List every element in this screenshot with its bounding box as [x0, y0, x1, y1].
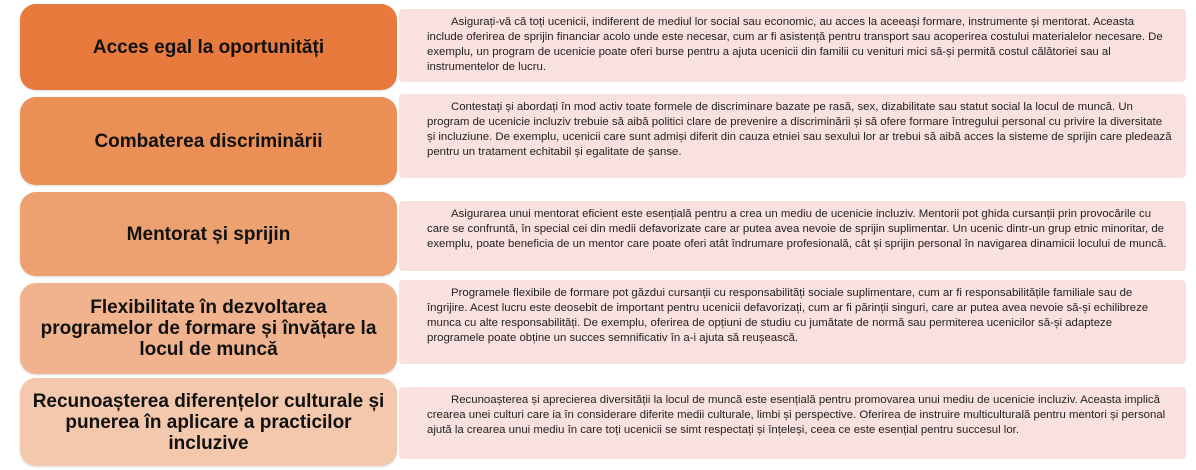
row-3-title: Mentorat și sprijin	[126, 223, 291, 245]
row-3-label	[20, 192, 397, 276]
row-1-title: Acces egal la oportunități	[92, 36, 325, 58]
row-4-text: Programele flexibile de formare pot găzdui cursanții cu responsabilități sociale suplimentare, cum ar fi responsabilitățile familiale sau de îngrijire. Acest lucru este deosebit de important pentru ucenicii defavorizați, cum ar fi părinții singuri, care ar putea avea nevoie să-și echilibreze munca cu alte responsabilități. De exemplu, oferirea de opțiuni de studiu cu jumătate de normă sau permiterea ucenicilor să-și adapteze programele poate obține un succes semnificativ în a-i ajuta să reușească.	[427, 287, 1149, 344]
row-2-description	[399, 94, 1186, 178]
row-5-text: Recunoașterea și aprecierea diversității la locul de muncă este esențială pentru promovarea unui mediu de ucenicie incluziv. Aceasta implică crearea unei culturi care ia în considerare diferite medii culturale, limbi și perspective. Oferirea de instruire multiculturală pentru mentori și personal ajută la crearea unui mediu în care toți ucenicii se simt respectați și înțeleși, ceea ce este esențial pentru succesul lor.	[427, 394, 1166, 436]
row-1-text: Asigurați-vă că toți ucenicii, indiferent de mediul lor social sau economic, au acces la aceeași formare, instrumente și mentorat. Aceasta include oferirea de sprijin financiar acolo unde este necesar, cum ar fi asistență pentru transport sau acoperirea costului materialelor necesare. De exemplu, un program de ucenicie poate oferi burse pentru a ajuta ucenicii din familii cu venituri mici să-și permită costul călătoriei sau al instrumentelor de lucru.	[427, 16, 1163, 73]
row-3-text: Asigurarea unui mentorat eficient este esențială pentru a crea un mediu de ucenicie incluziv. Mentorii pot ghida cursanții prin provocările cu care se confruntă, în special cei din medii defavorizate care ar putea avea nevoie de sprijin suplimentar. Un ucenic dintr-un grup etnic minoritar, de exemplu, poate beneficia de un mentor care poate oferi atât îndrumare profesională, cât și sprijin personal în navigarea dinamicii locului de muncă.	[427, 208, 1167, 250]
row-1-label	[20, 4, 397, 90]
row-3-description	[399, 201, 1186, 271]
row-5-label	[20, 378, 397, 466]
row-1-description	[399, 9, 1186, 82]
row-2-text: Contestați și abordați în mod activ toate formele de discriminare bazate pe rasă, sex, dizabilitate sau statut social la locul de muncă. Un program de ucenicie incluziv trebuie să aibă politici clare de prevenire a discriminării și să ofere formare întregului personal cu privire la diversitate și incluziune. De exemplu, ucenicii care sunt admiși diferit din cauza etniei sau sexului lor ar trebui să aibă acces la sisteme de sprijin care pledează pentru un tratament echitabil și egalitate de șanse.	[427, 101, 1172, 158]
row-4-label	[20, 283, 397, 374]
row-5-description	[399, 387, 1186, 459]
row-4-description	[399, 280, 1186, 364]
row-5-title: Recunoașterea diferențelor culturale și punerea în aplicare a practicilor incluzive	[32, 390, 385, 454]
row-2-title: Combaterea discriminării	[94, 130, 323, 152]
row-2-label	[20, 97, 397, 185]
row-4-title: Flexibilitate în dezvoltarea programelor de formare și învățare la locul de muncă	[40, 297, 377, 360]
